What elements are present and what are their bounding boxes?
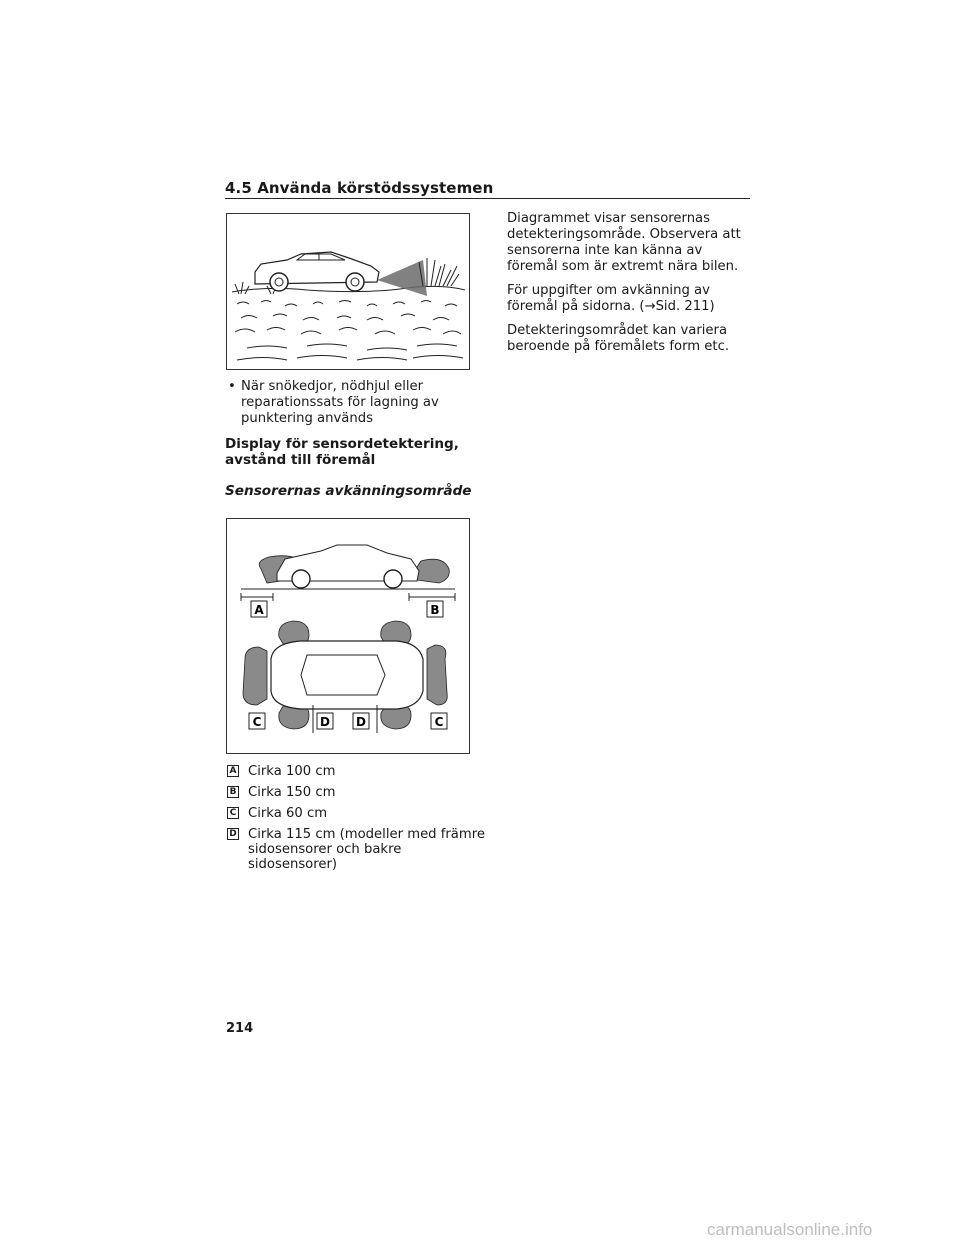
legend-item-c (227, 806, 487, 821)
legend-text-a: Cirka 100 cm (248, 764, 336, 779)
label-d-right: D (356, 715, 366, 729)
legend-badge-d: D (227, 828, 239, 840)
car-on-rough-road-drawing (227, 214, 469, 369)
legend-badge-a: A (227, 765, 239, 777)
label-a: A (254, 603, 264, 617)
legend-badge-b: B (227, 786, 239, 798)
watermark: carmanualsonline.info (707, 1220, 873, 1239)
right-column (507, 211, 755, 363)
sub-heading: Display för sensordetektering, avstånd till föremål (225, 436, 459, 468)
bullet-text: När snökedjor, nödhjul eller reparationssats för lagning av punktering används (241, 379, 439, 426)
italic-heading: Sensorernas avkänningsområde (225, 483, 472, 499)
legend-text-c: Cirka 60 cm (248, 806, 328, 821)
legend-item-a (227, 764, 487, 779)
sensor-range-diagram (226, 518, 470, 754)
label-c-left: C (252, 715, 262, 729)
legend-badge-c: C (227, 807, 239, 819)
label-b: B (430, 603, 440, 617)
label-c-right: C (434, 715, 444, 729)
page-number: 214 (226, 1021, 254, 1036)
bullet-marker: • (228, 379, 236, 394)
paragraph-variation: Detekteringsområdet kan variera beroende på föremålets form etc. (507, 323, 730, 354)
legend-item-b (227, 785, 487, 800)
rough-road-illustration (226, 213, 470, 370)
label-d-left: D (320, 715, 330, 729)
sensor-range-drawing (227, 519, 469, 753)
title-divider (225, 198, 750, 199)
legend-text-b: Cirka 150 cm (248, 785, 336, 800)
bullet-item (228, 379, 473, 427)
legend-item-d (227, 827, 487, 872)
section-title: 4.5 Använda körstödssystemen (225, 179, 494, 197)
paragraph-side-detection: För uppgifter om avkänning av föremål på sidorna. (→Sid. 211) (507, 283, 715, 314)
paragraph-detection-range: Diagrammet visar sensorernas detekteringsområde. Observera att sensorerna inte kan känna av föremål som är extremt nära bilen. (507, 211, 741, 274)
legend-text-d: Cirka 115 cm (modeller med främre sidosensorer och bakre sidosensorer) (248, 827, 485, 872)
